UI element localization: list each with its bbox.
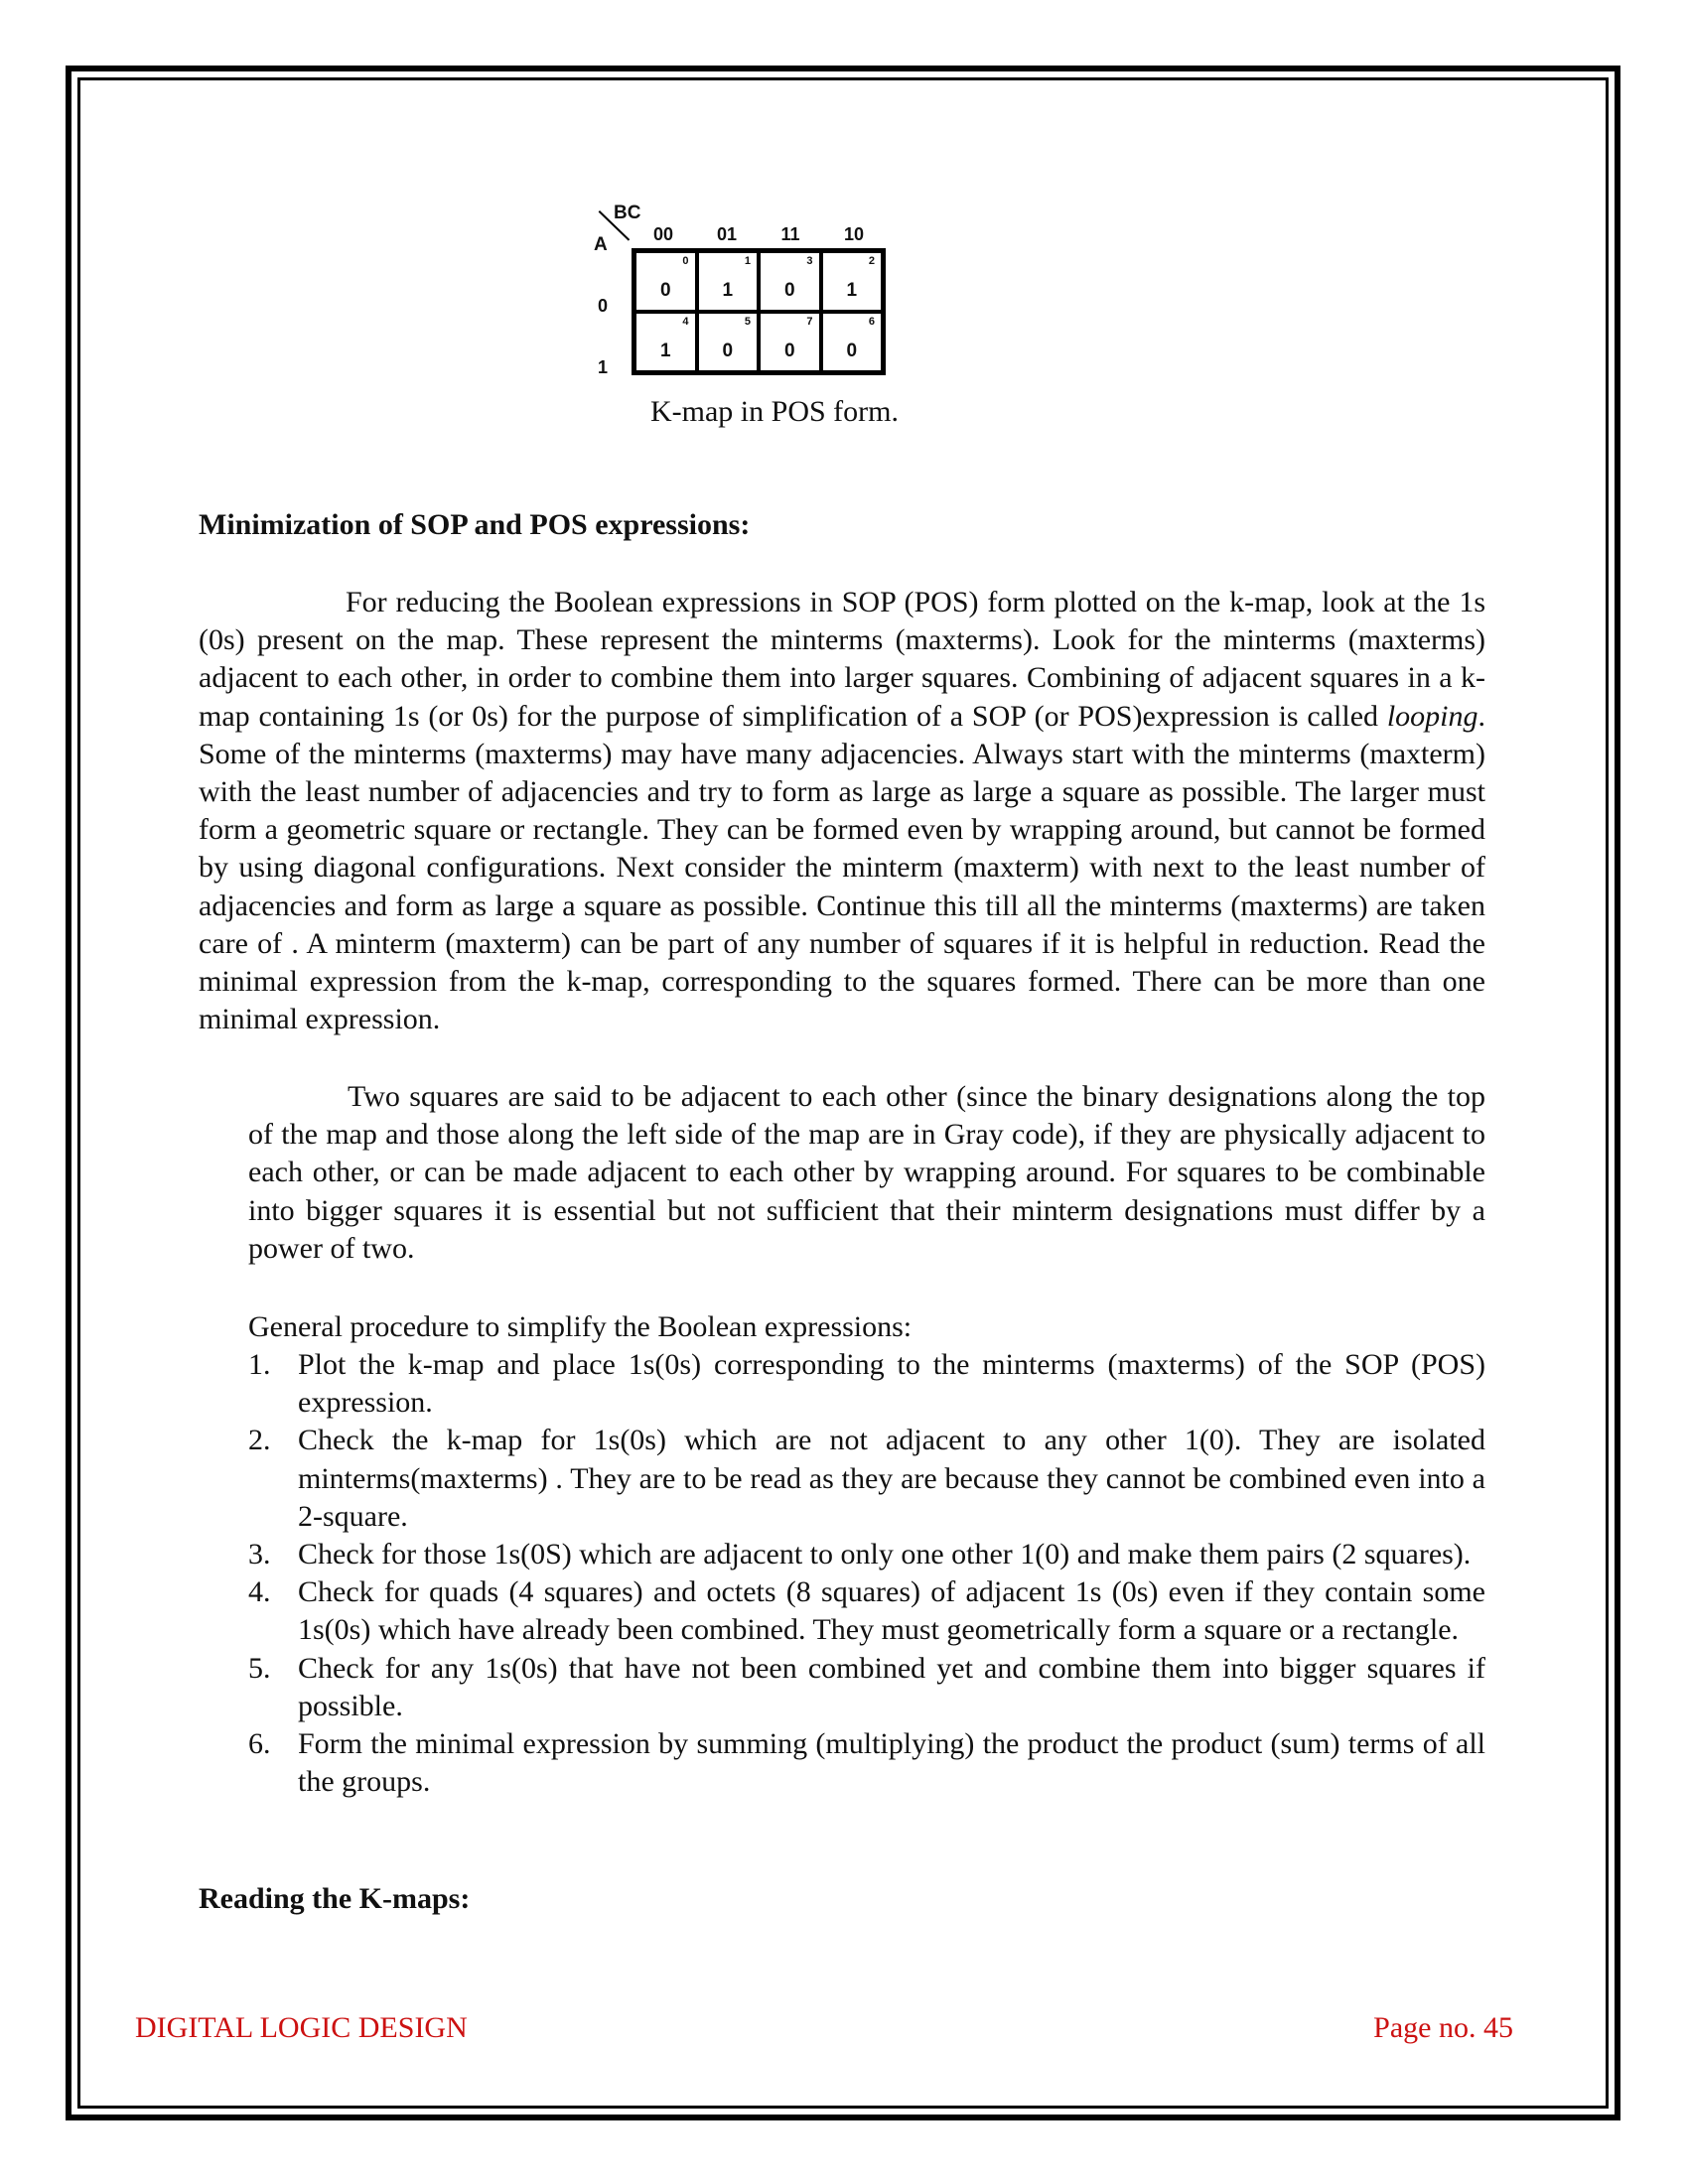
kmap-row-variable: A (594, 234, 608, 255)
section-heading: Minimization of SOP and POS expressions: (199, 508, 751, 541)
kmap-cell-index: 7 (806, 316, 813, 328)
list-item-text: Check for any 1s(0s) that have not been combined yet and combine them into bigger squares if possible. (298, 1651, 1485, 1722)
list-item (248, 1725, 1485, 1801)
body-paragraph: Two squares are said to be adjacent to each other (since the binary designations along the top of the map and those along the left side of the map are in Gray code), if they are physically adjacent to each other, or can be made adjacent to each other by wrapping around. For squares to be combinable into bigger squares it is essential but not sufficient that their minterm designations must differ by a power of two. (248, 1080, 1485, 1265)
kmap-col-label: 10 (843, 224, 865, 244)
kmap-cell-index: 1 (744, 255, 751, 267)
list-number: 2. (248, 1424, 271, 1457)
kmap-cell-index: 2 (868, 255, 875, 267)
list-number: 6. (248, 1727, 271, 1761)
kmap-col-label: 00 (652, 224, 674, 244)
kmap-cell-index: 6 (868, 316, 875, 328)
kmap-cell (634, 251, 697, 312)
procedure-list (248, 1346, 1485, 1801)
kmap-cell (697, 312, 760, 372)
kmap-cell-value: 0 (846, 341, 858, 361)
kmap-cell-value: 1 (722, 280, 734, 301)
footer-title: DIGITAL LOGIC DESIGN (135, 2011, 468, 2044)
paragraph-text: For reducing the Boolean expressions in SOP (POS) form plotted on the k-map, look at the 1s (0s) present on the map. These represent the minterms (maxterms). Look for the minterms (maxterms) adjacent to each other, in order to combine them into larger squares. Combining of adjacent squares in a k-map containing 1s (or 0s) for the purpose of simplification of a SOP (or POS)expression is called (199, 586, 1485, 733)
kmap-cell-index: 0 (682, 255, 689, 267)
list-item-text: Form the minimal expression by summing (multiplying) the product the product (sum) terms of all the groups. (298, 1727, 1485, 1799)
list-item-text: Check for quads (4 squares) and octets (8 squares) of adjacent 1s (0s) even if they contain some 1s(0s) which have already been combined. They must geometrically form a square or a rectangle. (298, 1575, 1485, 1647)
list-item-text: Plot the k-map and place 1s(0s) corresponding to the minterms (maxterms) of the SOP (POS) expression. (298, 1348, 1485, 1420)
kmap-cell-value: 1 (846, 280, 858, 301)
kmap-figure (584, 203, 892, 391)
kmap-cell (821, 251, 884, 312)
kmap-row-label: 1 (598, 357, 609, 377)
kmap-col-variable: BC (614, 203, 641, 223)
kmap-cell-index: 4 (682, 316, 689, 328)
kmap-cell-value: 0 (783, 280, 795, 301)
paragraph-text: . Some of the minterms (maxterms) may have many adjacencies. Always start with the minterms (maxterm) with the least number of adjacencies and try to form as large as large a square as possible. The larger must form a geometric square or rectangle. They can be formed even by wrapping around, but cannot be formed by using diagonal configurations. Next consider the minterm (maxterm) with next to the least number of adjacencies and form as large a square as possible. Continue this till all the minterms (maxterms) are taken care of . A minterm (maxterm) can be part of any number of squares if it is helpful in reduction. Read the minimal expression from the k-map, corresponding to the squares formed. There can be more than one minimal expression. (199, 699, 1485, 1036)
list-number: 4. (248, 1575, 271, 1609)
list-item (248, 1536, 1485, 1573)
kmap-grid (632, 248, 886, 375)
section-heading-reading: Reading the K-maps: (199, 1882, 471, 1915)
list-item (248, 1422, 1485, 1536)
emphasis-term: looping (1386, 699, 1478, 733)
list-item-text: Check for those 1s(0S) which are adjacent to only one other 1(0) and make them pairs (2 squares). (298, 1538, 1472, 1571)
list-item-text: Check the k-map for 1s(0s) which are not adjacent to any other 1(0). They are isolated minterms(maxterms) . They are to be read as they are because they cannot be combined even into a 2-square. (298, 1424, 1485, 1533)
body-paragraph (199, 584, 1485, 1038)
list-number: 1. (248, 1348, 271, 1381)
list-item (248, 1346, 1485, 1422)
list-number: 5. (248, 1651, 271, 1685)
list-item (248, 1650, 1485, 1725)
kmap-row-label: 0 (598, 296, 609, 316)
kmap-cell (821, 312, 884, 372)
page-number: Page no. 45 (1373, 2011, 1513, 2044)
kmap-cell (759, 251, 821, 312)
kmap-col-label: 01 (716, 224, 738, 244)
figure-caption: K-map in POS form. (650, 395, 899, 428)
kmap-cell (634, 312, 697, 372)
list-item (248, 1573, 1485, 1649)
kmap-cell-value: 0 (659, 280, 671, 301)
kmap-cell-value: 1 (659, 341, 671, 361)
kmap-cell-value: 0 (783, 341, 795, 361)
procedure-title: General procedure to simplify the Boolean expressions: (248, 1310, 913, 1343)
kmap-cell (697, 251, 760, 312)
kmap-cell-index: 3 (806, 255, 813, 267)
list-number: 3. (248, 1538, 271, 1571)
kmap-col-label: 11 (780, 224, 800, 244)
kmap-cell-value: 0 (722, 341, 734, 361)
kmap-cell-index: 5 (744, 316, 751, 328)
kmap-cell (759, 312, 821, 372)
